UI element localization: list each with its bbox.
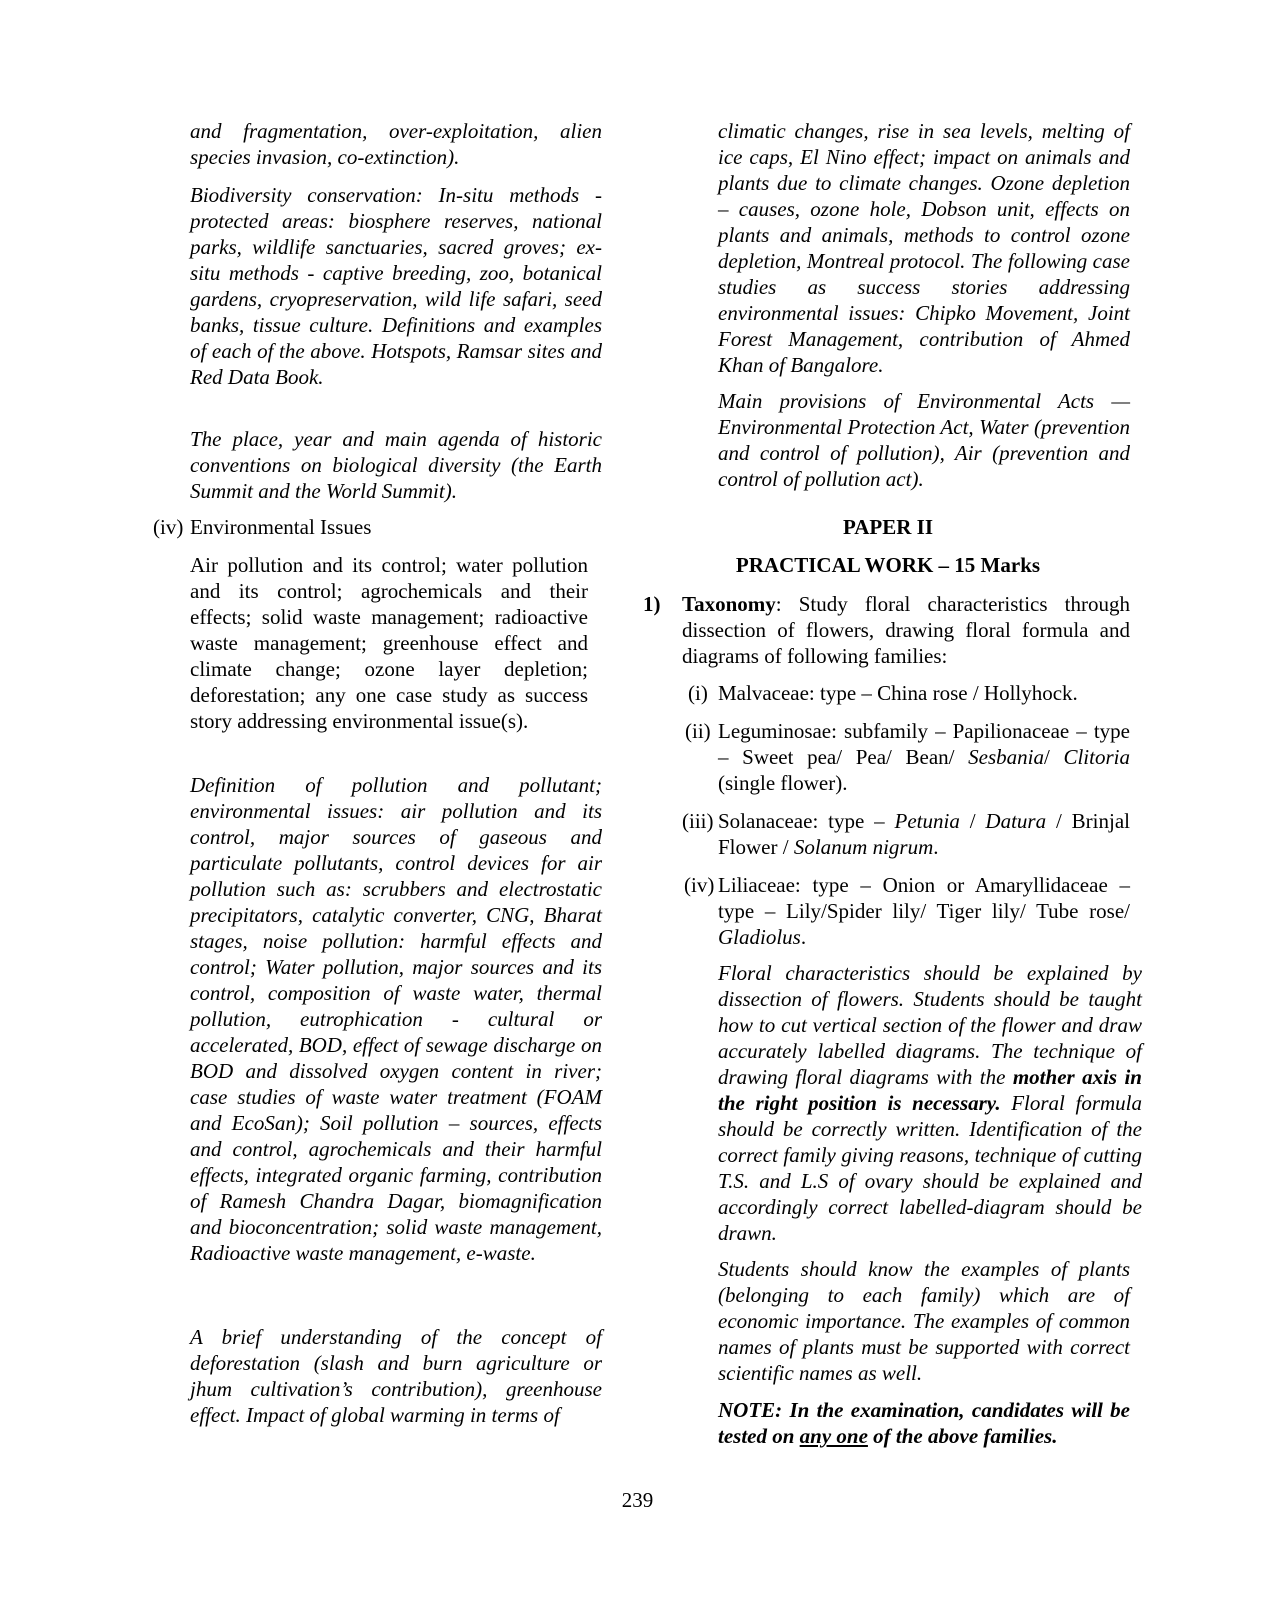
sub-item-malvaceae: Malvaceae: type – China rose / Hollyhock. (718, 681, 1078, 705)
right-para-examples: Students should know the examples of plants (belonging to each family) which are of economic importance. The examples of common names of plants must be supported with correct scientific names as well. (718, 1257, 1130, 1385)
floral-text-c: Floral formula should be correctly written. Identification of the correct family giving reasons, technique of cutting T.S. and L.S of ovary should be explained and accordingly correct labelled-diagram should be drawn. (718, 1091, 1142, 1245)
brinjal-text: / Brinjal Flower / (718, 809, 1130, 859)
right-note (718, 1397, 1130, 1449)
floral-text-a: Floral characteristics should be explained by dissection of flowers. Students should be taught how to cut vertical section of the flower and draw accurately labelled diagrams. The technique of drawing floral diagrams with the (718, 961, 1142, 1089)
left-para-pollution-definition: Definition of pollution and pollutant; environmental issues: air pollution and its control, major sources of gaseous and particulate pollutants, control devices for air pollution such as: scrubbers and electrostatic precipitators, catalytic converter, CNG, Bharat stages, noise pollution: harmful effects and control; Water pollution, major sources and its control, composition of waste water, thermal pollution, eutrophication - cultural or accelerated, BOD, effect of sewage discharge on BOD and dissolved oxygen content in river; case studies of waste water treatment (FOAM and EcoSan); Soil pollution – sources, effects and control, agrochemicals and their harmful effects, integrated organic farming, contribution of Ramesh Chandra Dagar, biomagnification and bioconcentration; solid waste management, Radioactive waste management, e-waste. (190, 773, 602, 1265)
left-para-environmental-issues: Air pollution and its control; water pollution and its control; agrochemicals and their effects; solid waste management; radioactive waste management; greenhouse effect and climate change; ozone layer depletion; deforestation; any one case study as success story addressing environmental issue(s). (190, 553, 588, 733)
paper-heading: PAPER II (842, 515, 934, 539)
sesbania-name: Sesbania (968, 745, 1044, 769)
page-number: 239 (621, 1488, 654, 1512)
sub-item-liliaceae (718, 872, 1130, 950)
gladiolus-name: Gladiolus (718, 925, 801, 949)
floral-text-bold: mother axis in the right position is necessary. (718, 1065, 1142, 1115)
left-para-biodiversity-conservation: Biodiversity conservation: In-situ methods - protected areas: biosphere reserves, national parks, wildlife sanctuaries, sacred groves; ex-situ methods - captive breeding, zoo, botanical gardens, cryopreservation, wild life safari, seed banks, tissue culture. Definitions and examples of each of the above. Hotspots, Ramsar sites and Red Data Book. (190, 183, 602, 389)
solanaceae-text: Solanaceae: type – (718, 809, 895, 833)
slash: / (1043, 745, 1064, 769)
note-text-c: of the above families. (867, 1424, 1058, 1448)
taxonomy-text: : Study floral characteristics through dissection of flowers, drawing floral formula and diagrams of following families: (682, 592, 1130, 668)
left-para-deforestation: A brief understanding of the concept of deforestation (slash and burn agriculture or jhum cultivation’s contribution), greenhouse effect. Impact of global warming in terms of (190, 1325, 602, 1427)
section-number-iv: (iv) (153, 515, 184, 539)
datura-name: Datura (985, 809, 1047, 833)
right-para-floral-characteristics (718, 960, 1142, 1246)
sub-number-iv: (iv) (684, 873, 715, 897)
petunia-name: Petunia (894, 809, 960, 833)
sub-item-solanaceae (718, 808, 1130, 860)
left-para-1: and fragmentation, over-exploitation, alien species invasion, co-extinction). (190, 119, 602, 169)
item-number-1: 1) (643, 592, 661, 616)
period: . (800, 925, 807, 949)
right-para-climate: climatic changes, rise in sea levels, melting of ice caps, El Nino effect; impact on animals and plants due to climate changes. Ozone depletion – causes, ozone hole, Dobson unit, effects on plants and animals, methods to control ozone depletion, Montreal protocol. The following case studies as success stories addressing environmental issues: Chipko Movement, Joint Forest Management, contribution of Ahmed Khan of Bangalore. (718, 119, 1130, 377)
liliaceae-text: Liliaceae: type – Onion or Amaryllidaceae – type – Lily/Spider lily/ Tiger lily/ Tube rose/ (718, 873, 1130, 923)
sub-item-leguminosae (718, 718, 1130, 796)
note-text-a: NOTE: In the examination, candidates will be tested on (718, 1398, 1130, 1448)
single-flower-text: (single flower). (718, 771, 848, 795)
note-underlined: any one (799, 1424, 868, 1448)
slash: / (959, 809, 986, 833)
solanum-name: Solanum nigrum (793, 835, 934, 859)
practical-heading: PRACTICAL WORK – 15 Marks (735, 553, 1041, 577)
taxonomy-label: Taxonomy (682, 592, 776, 616)
section-title-environmental-issues: Environmental Issues (190, 515, 372, 539)
leguminosae-text: Leguminosae: subfamily – Papilionaceae – type – Sweet pea/ Pea/ Bean/ (718, 719, 1130, 769)
sub-number-i: (i) (688, 681, 708, 705)
sub-number-ii: (ii) (685, 719, 711, 743)
period: . (933, 835, 939, 859)
clitoria-name: Clitoria (1063, 745, 1130, 769)
sub-number-iii: (iii) (682, 809, 714, 833)
right-para-environmental-acts: Main provisions of Environmental Acts — Environmental Protection Act, Water (prevention and control of pollution), Air (prevention and control of pollution act). (718, 389, 1130, 491)
left-para-conventions: The place, year and main agenda of historic conventions on biological diversity (the Earth Summit and the World Summit). (190, 427, 602, 503)
item-taxonomy (682, 591, 1130, 669)
